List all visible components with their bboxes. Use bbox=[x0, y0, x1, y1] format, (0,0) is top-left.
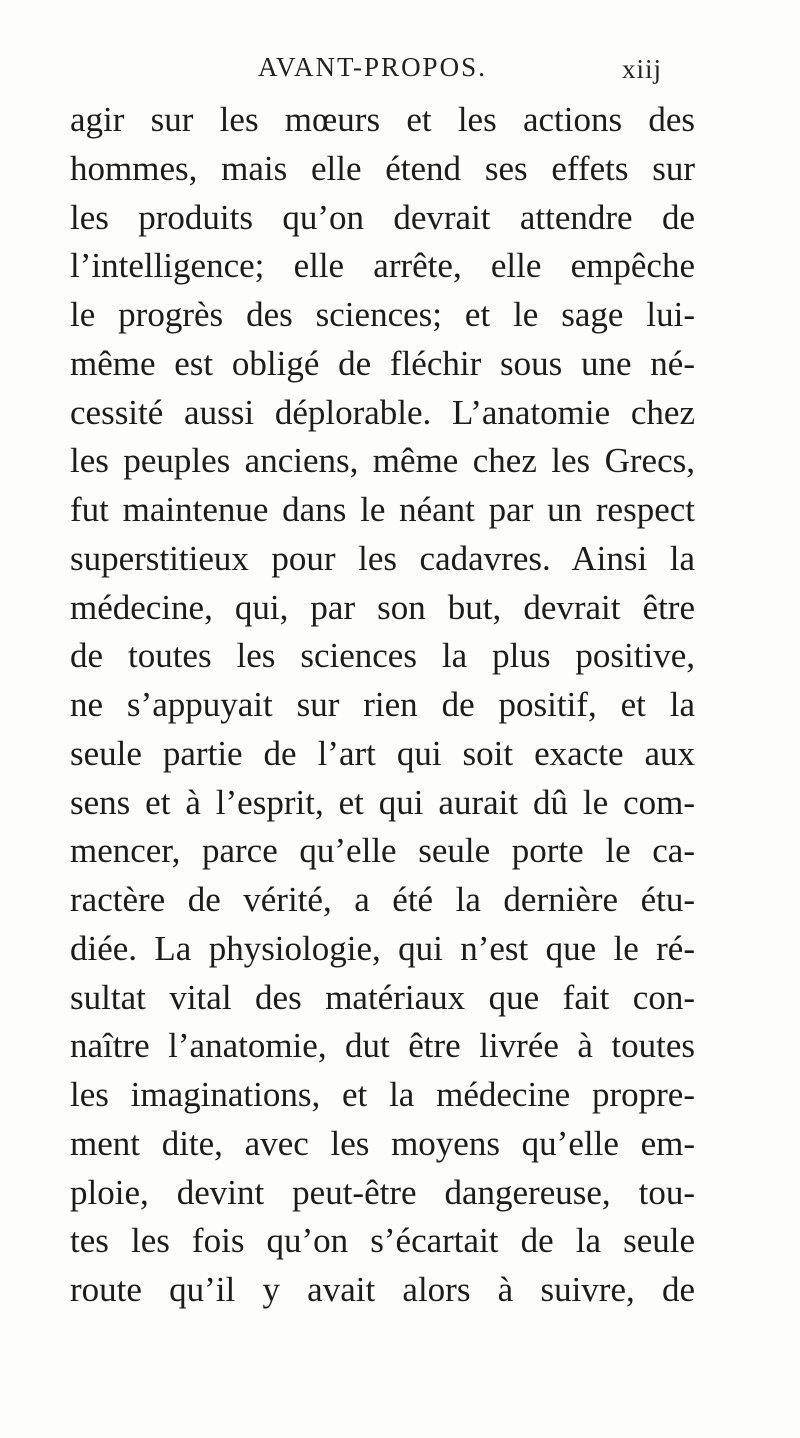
text-line: naître l’anatomie, dut être livrée à toutes bbox=[70, 1026, 695, 1066]
text-line: hommes, mais elle étend ses effets sur bbox=[70, 148, 695, 188]
text-line: ment dite, avec les moyens qu’elle em- bbox=[70, 1123, 695, 1163]
text-line: seule partie de l’art qui soit exacte aux bbox=[70, 733, 695, 773]
text-line: diée. La physiologie, qui n’est que le ré- bbox=[70, 928, 695, 968]
text-line: même est obligé de fléchir sous une né- bbox=[70, 343, 695, 383]
text-line: les peuples anciens, même chez les Grecs, bbox=[70, 441, 695, 481]
text-line: agir sur les mœurs et les actions des bbox=[70, 100, 695, 139]
text-line: mencer, parce qu’elle seule porte le ca- bbox=[70, 831, 695, 871]
text-line: sultat vital des matériaux que fait con- bbox=[70, 977, 695, 1017]
text-line: ploie, devint peut-être dangereuse, tou- bbox=[70, 1172, 695, 1212]
text-line: médecine, qui, par son but, devrait être bbox=[70, 587, 695, 627]
page-number: xiij bbox=[622, 54, 663, 84]
text-line: superstitieux pour les cadavres. Ainsi la bbox=[70, 538, 695, 578]
text-line: ne s’appuyait sur rien de positif, et la bbox=[70, 685, 695, 724]
text-line: les produits qu’on devrait attendre de bbox=[70, 197, 695, 237]
running-title: AVANT-PROPOS. bbox=[258, 52, 487, 82]
text-line: fut maintenue dans le néant par un respect bbox=[70, 490, 695, 529]
text-line: le progrès des sciences; et le sage lui- bbox=[70, 295, 695, 334]
text-line: de toutes les sciences la plus positive, bbox=[70, 636, 695, 676]
text-line: les imaginations, et la médecine propre- bbox=[70, 1075, 695, 1114]
body-text bbox=[70, 96, 695, 1315]
text-line: sens et à l’esprit, et qui aurait dû le com- bbox=[70, 782, 695, 822]
text-line: ractère de vérité, a été la dernière étu- bbox=[70, 880, 695, 919]
text-line: route qu’il y avait alors à suivre, de bbox=[70, 1270, 695, 1309]
text-line: cessité aussi déplorable. L’anatomie chez bbox=[70, 392, 695, 432]
text-line: l’intelligence; elle arrête, elle empêche bbox=[70, 246, 695, 286]
running-header bbox=[0, 52, 800, 92]
text-line: tes les fois qu’on s’écartait de la seule bbox=[70, 1221, 695, 1261]
